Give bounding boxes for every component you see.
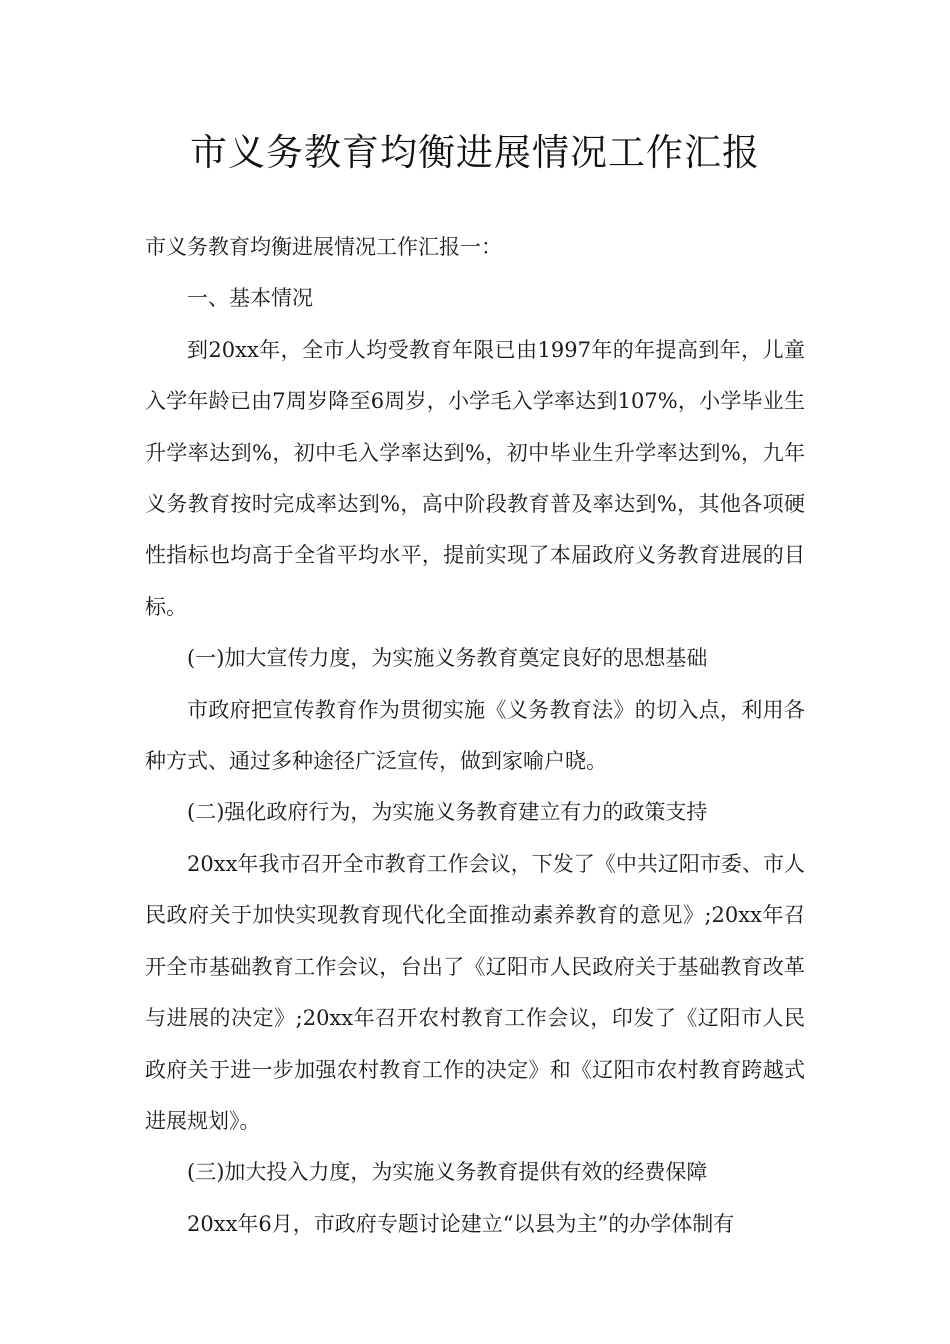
body-paragraph-publicity: 市政府把宣传教育作为贯彻实施《义务教育法》的切入点，利用各种方式、通过多种途径广泛宣传，做到家喻户晓。 xyxy=(145,697,805,774)
subsection-heading-1: (一)加大宣传力度，为实施义务教育奠定良好的思想基础 xyxy=(187,646,708,671)
report-heading-paragraph: 市义务教育均衡进展情况工作汇报一： xyxy=(145,235,502,259)
body-paragraph-funding: 20xx年6月，市政府专题讨论建立“以县为主”的办学体制有 xyxy=(187,1211,735,1236)
body-paragraph-statistics: 到20xx年，全市人均受教育年限已由1997年的年提高到年，儿童入学年龄已由7周岁降至6周岁，小学毛入学率达到107%，小学毕业生升学率达到%，初中毛入学率达到%，初中毕业生升学率达到%，九年义务教育按时完成率达到%，高中阶段教育普及率达到%，其他各项硬性指标也均高于全省平均水平，提前实现了本届政府义务教育进展的目标。 xyxy=(145,337,805,619)
section-heading-basic-situation: 一、基本情况 xyxy=(187,286,313,311)
document-body xyxy=(145,222,805,1250)
subsection-heading-2: (二)强化政府行为，为实施义务教育建立有力的政策支持 xyxy=(187,800,708,825)
subsection-heading-3: (三)加大投入力度，为实施义务教育提供有效的经费保障 xyxy=(187,1160,708,1185)
body-paragraph-policy: 20xx年我市召开全市教育工作会议，下发了《中共辽阳市委、市人民政府关于加快实现教育现代化全面推动素养教育的意见》;20xx年召开全市基础教育工作会议，台出了《辽阳市人民政府关于基础教育改革与进展的决定》;20xx年召开农村教育工作会议，印发了《辽阳市人民政府关于进一步加强农村教育工作的决定》和《辽阳市农村教育跨越式进展规划》。 xyxy=(145,851,805,1133)
document-title: 市义务教育均衡进展情况工作汇报 xyxy=(190,131,760,174)
